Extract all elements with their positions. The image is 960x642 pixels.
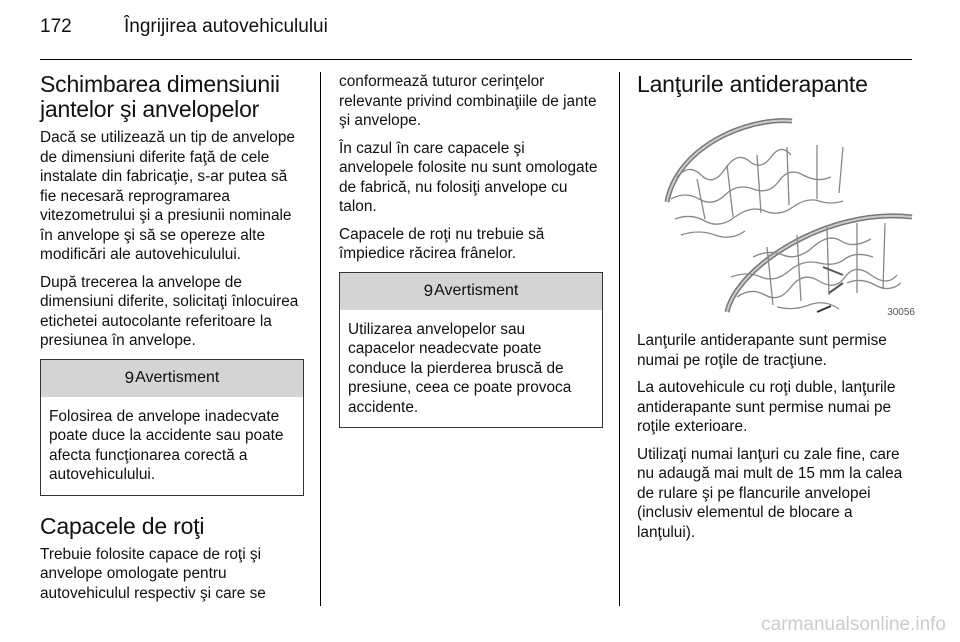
page-number: 172: [40, 16, 72, 37]
watermark: carmanualsonline.info: [761, 614, 946, 635]
warning-header: [340, 273, 602, 310]
column-divider-1: [320, 72, 321, 606]
section-heading-snow-chains: Lanţurile antiderapante: [637, 71, 868, 97]
paragraph: Dacă se utilizează un tip de anvelope de dimensiuni diferite faţă de cele instalate din fabricaţie, s-ar putea să fie necesară reprogramarea vitezometrului şi a presiunii nominale în anvelope şi să se opereze alte modificări ale autovehiculului.: [40, 129, 295, 263]
snow-chain-icon: [657, 107, 919, 321]
column-3: [637, 71, 915, 550]
warning-title: Avertisment: [434, 282, 519, 299]
warning-icon: 9: [124, 368, 135, 387]
paragraph: Trebuie folosite capace de roţi şi anvelope omologate pentru autovehiculul respectiv şi care se: [40, 545, 266, 602]
column-2: [339, 72, 603, 428]
warning-title: Avertisment: [135, 369, 220, 386]
warning-header: [41, 360, 303, 397]
figure-code: 30056: [887, 307, 915, 318]
warning-icon: 9: [423, 281, 434, 300]
warning-box: [339, 272, 603, 429]
section-heading-wheel-covers: Capacele de roţi: [40, 512, 205, 539]
warning-box: [40, 359, 304, 496]
snow-chains-illustration: [657, 107, 919, 321]
header-divider: [40, 59, 912, 60]
paragraph: La autovehicule cu roţi duble, lanţurile antiderapante sunt permise numai pe roţile exterioare.: [637, 379, 896, 435]
section-heading-rim-size: Schimbarea dimensiunii jantelor şi anvelopelor: [40, 71, 280, 122]
page-header: [40, 8, 912, 54]
warning-text: Folosirea de anvelope inadecvate poate duce la accidente sau poate afecta funcţionarea corectă a autovehiculului.: [49, 407, 284, 483]
column-1: [40, 72, 304, 611]
chapter-title: Îngrijirea autovehiculului: [124, 16, 328, 37]
paragraph: Capacele de roţi nu trebuie să împiedice răcirea frânelor.: [339, 225, 545, 262]
paragraph: În cazul în care capacele şi anvelopele folosite nu sunt omologate de fabrică, nu folosiţi anvelope cu talon.: [339, 139, 598, 215]
column-divider-2: [619, 72, 620, 606]
paragraph: conformează tuturor cerinţelor relevante privind combinaţiile de jante şi anvelope.: [339, 73, 597, 129]
paragraph: Lanţurile antiderapante sunt permise numai pe roţile de tracţiune.: [637, 332, 887, 369]
paragraph: După trecerea la anvelope de dimensiuni diferite, solicitaţi înlocuirea etichetei autocolante referitoare la presiunea în anvelope.: [40, 273, 299, 349]
paragraph: Utilizaţi numai lanţuri cu zale fine, care nu adaugă mai mult de 15 mm la calea de rulare şi pe flancurile anvelopei (inclusiv elementul de blocare a lanţului).: [637, 445, 903, 541]
warning-text: Utilizarea anvelopelor sau capacelor neadecvate poate conduce la pierderea bruscă de presiune, ceea ce poate provoca accidente.: [348, 320, 572, 416]
